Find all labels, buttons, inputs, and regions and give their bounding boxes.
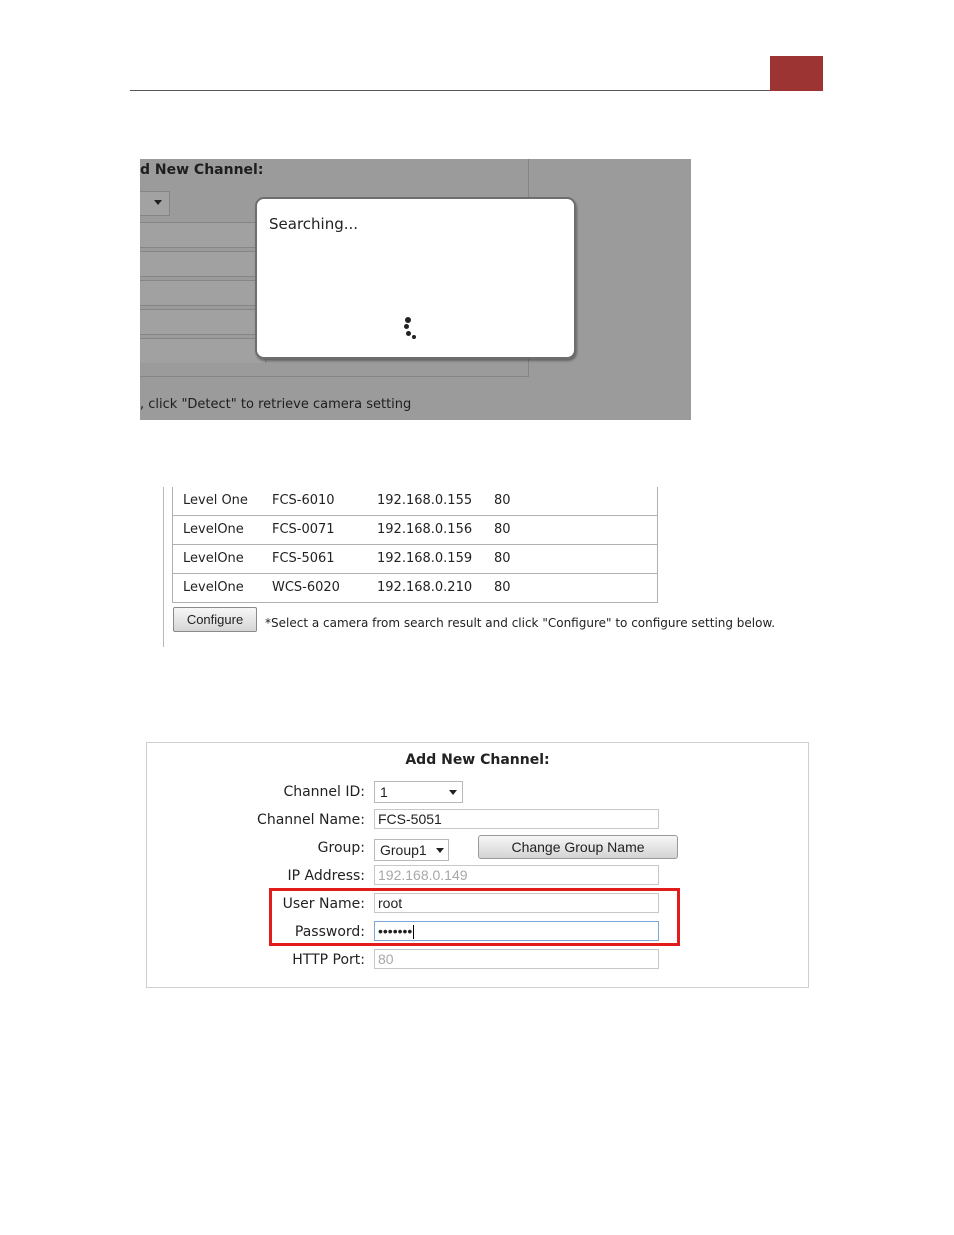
searching-dialog: [255, 197, 576, 359]
change-group-name-button[interactable]: Change Group Name: [478, 835, 678, 859]
header-accent-block: [770, 56, 823, 91]
table-row[interactable]: [173, 574, 657, 603]
detect-note: , click "Detect" to retrieve camera setting: [140, 397, 412, 412]
brand-cell: LevelOne: [183, 580, 244, 595]
channel-name-label: Channel Name:: [257, 812, 365, 828]
ip-cell: 192.168.0.155: [377, 493, 473, 508]
background-field: [140, 222, 266, 248]
form-title: Add New Channel:: [405, 752, 550, 768]
brand-cell: LevelOne: [183, 551, 244, 566]
brand-cell: LevelOne: [183, 522, 244, 537]
user-name-input[interactable]: root: [374, 893, 659, 913]
model-cell: FCS-6010: [272, 493, 335, 508]
table-row[interactable]: [173, 487, 657, 516]
background-field: [140, 280, 266, 306]
background-field: [140, 251, 266, 277]
ip-cell: 192.168.0.156: [377, 522, 473, 537]
port-cell: 80: [494, 551, 511, 566]
ip-cell: 192.168.0.159: [377, 551, 473, 566]
model-cell: WCS-6020: [272, 580, 340, 595]
channel-name-input[interactable]: FCS-5051: [374, 809, 659, 829]
add-channel-form: [146, 742, 809, 988]
channel-id-label: Channel ID:: [283, 784, 365, 800]
port-cell: 80: [494, 580, 511, 595]
port-cell: 80: [494, 522, 511, 537]
table-row[interactable]: [173, 516, 657, 545]
group-label: Group:: [317, 840, 365, 856]
http-port-input[interactable]: 80: [374, 949, 659, 969]
chevron-down-icon: [154, 200, 162, 205]
searching-screenshot: [140, 159, 691, 420]
model-cell: FCS-5061: [272, 551, 335, 566]
port-cell: 80: [494, 493, 511, 508]
configure-hint: *Select a camera from search result and click "Configure" to configure setting below.: [265, 616, 776, 630]
http-port-label: HTTP Port:: [292, 952, 365, 968]
credentials-highlight-box: [269, 888, 680, 946]
group-value: Group1: [380, 842, 427, 858]
panel-divider: [163, 487, 164, 647]
password-value: •••••••: [378, 923, 413, 939]
ip-cell: 192.168.0.210: [377, 580, 473, 595]
table-row[interactable]: [173, 545, 657, 574]
brand-cell: Level One: [183, 493, 248, 508]
password-label: Password:: [294, 924, 365, 940]
configure-button[interactable]: Configure: [173, 607, 257, 632]
background-field: [140, 338, 266, 363]
header-rule: [130, 90, 823, 91]
chevron-down-icon: [449, 790, 457, 795]
panel-title: d New Channel:: [140, 162, 264, 178]
chevron-down-icon: [436, 848, 444, 853]
channel-id-value: 1: [380, 784, 388, 800]
search-results-table: [172, 487, 658, 603]
user-name-label: User Name:: [282, 896, 365, 912]
searching-message: Searching...: [269, 215, 359, 233]
background-field: [140, 309, 266, 335]
ip-address-label: IP Address:: [287, 868, 365, 884]
ip-address-input[interactable]: 192.168.0.149: [374, 865, 659, 885]
search-results-screenshot: [163, 487, 803, 647]
model-cell: FCS-0071: [272, 522, 335, 537]
